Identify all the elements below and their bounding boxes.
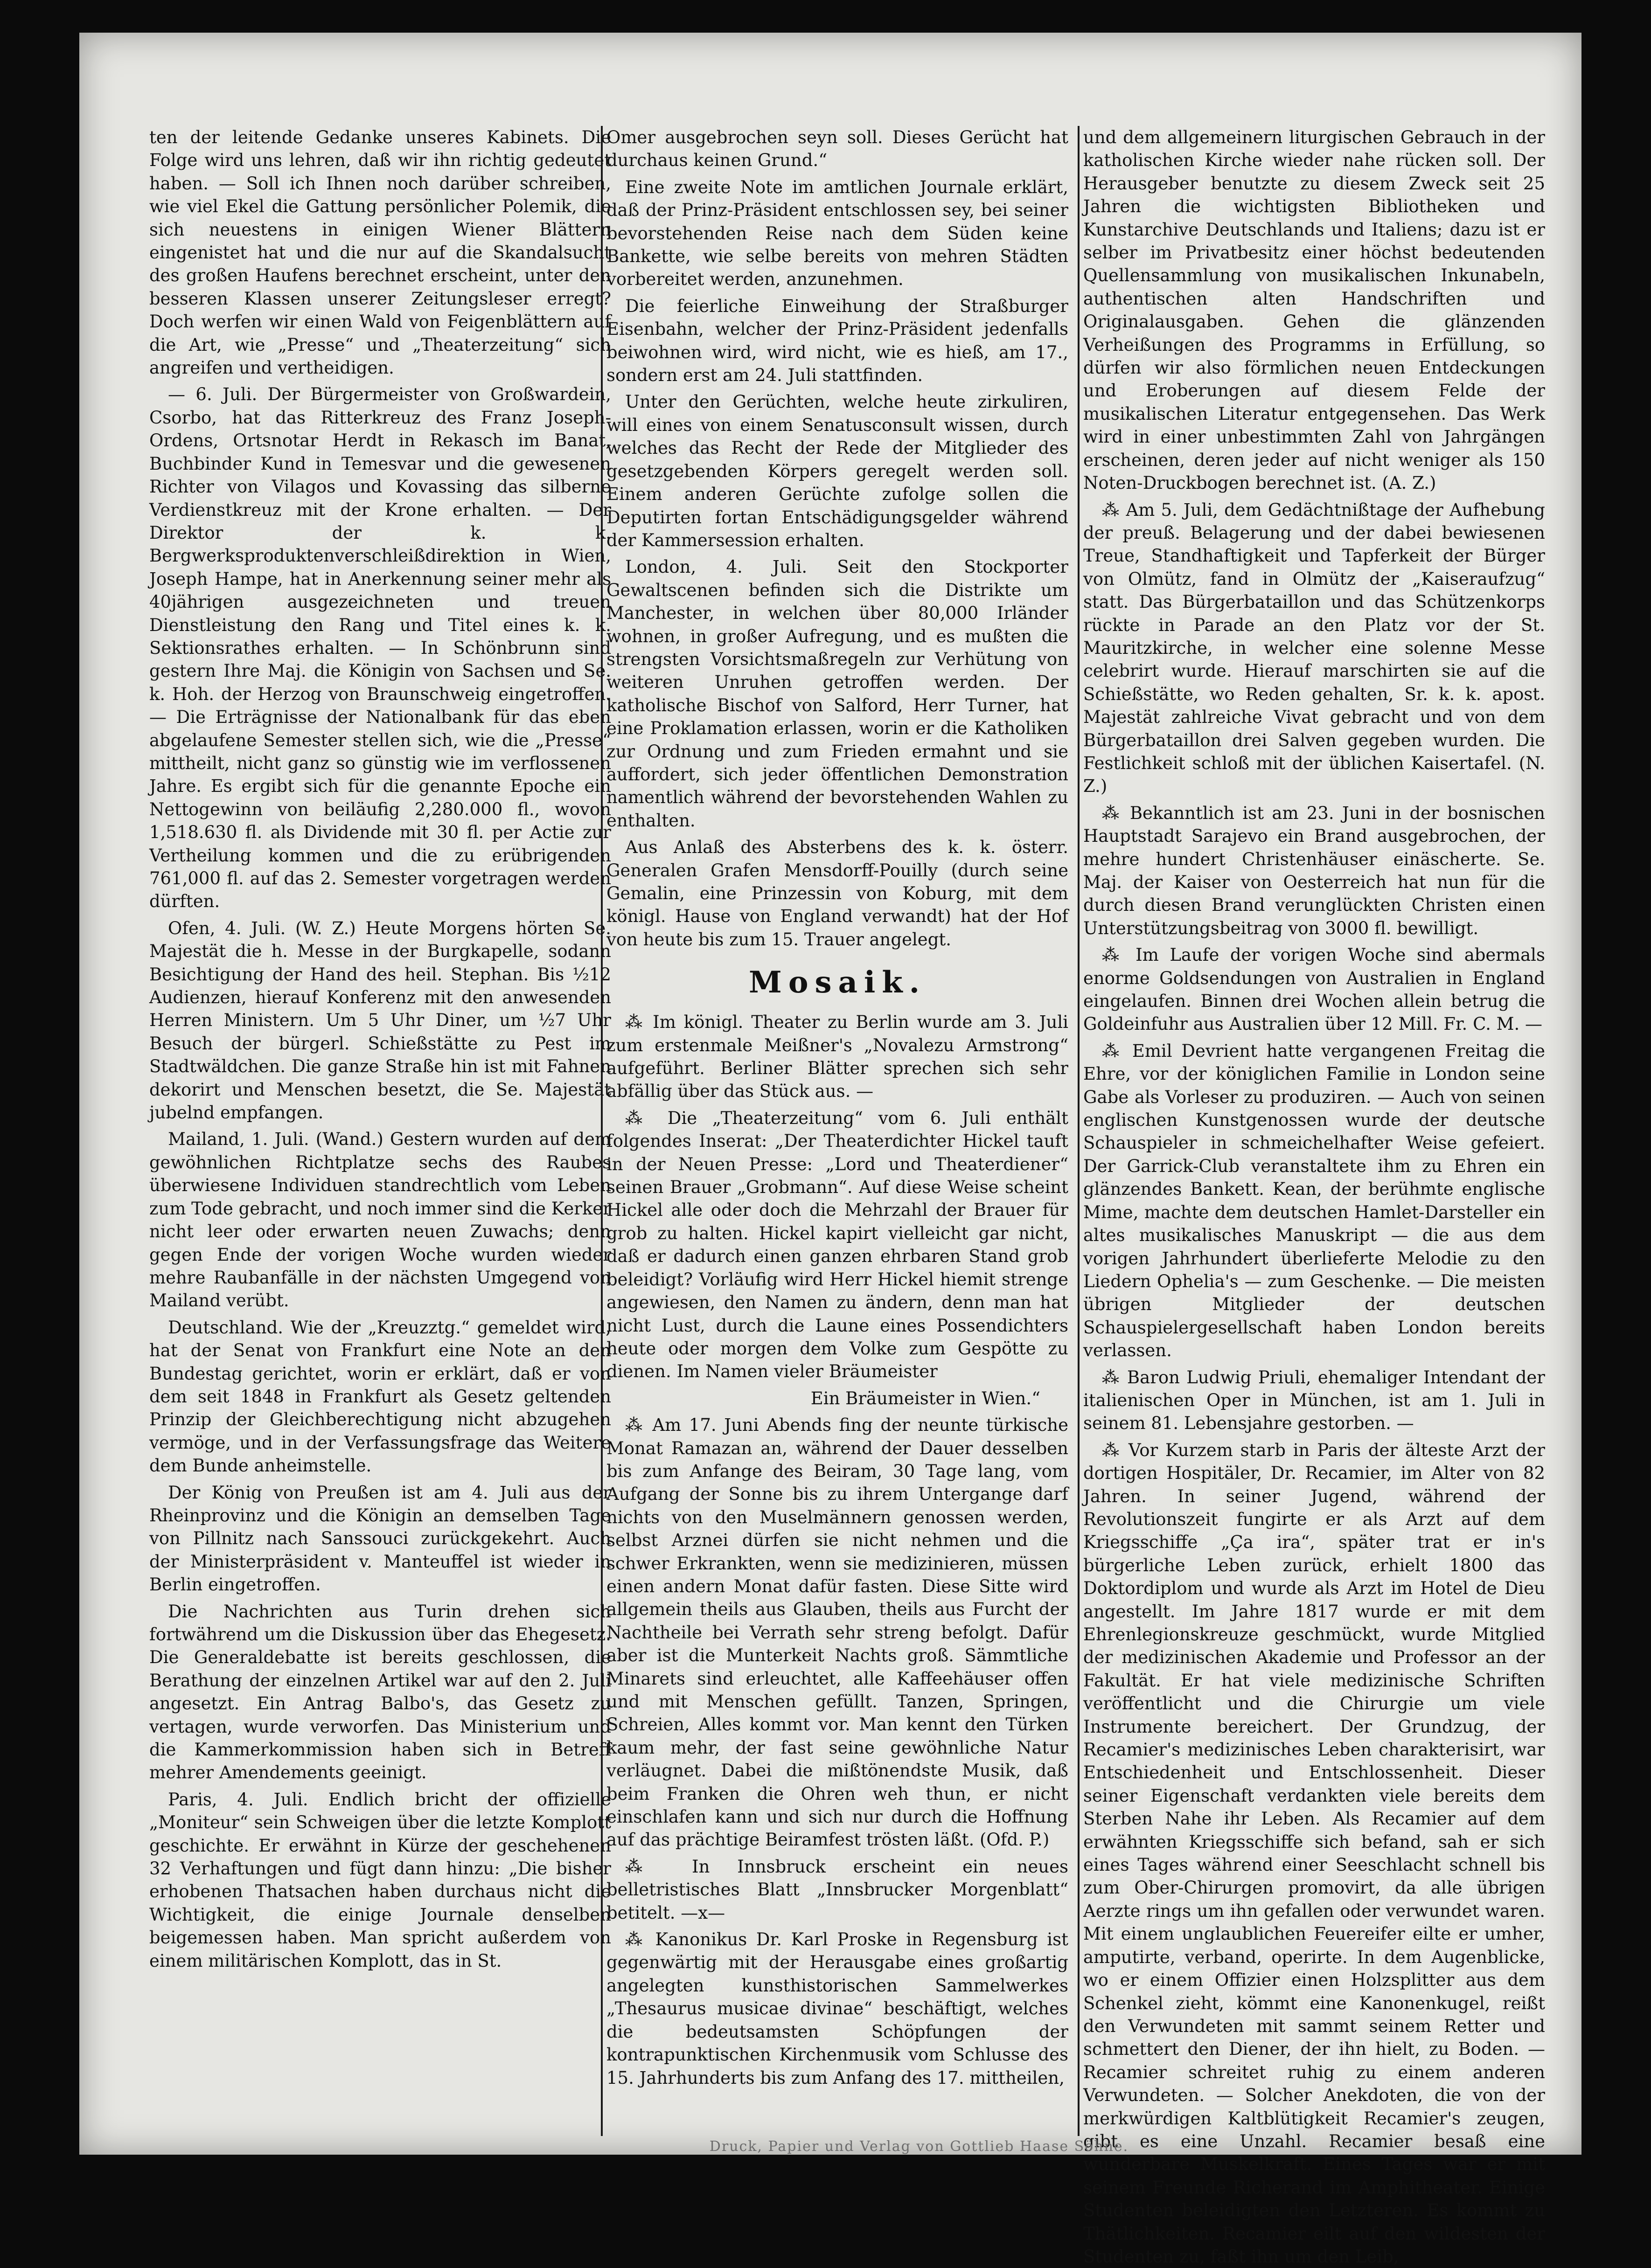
column-middle: [606, 126, 1068, 2131]
paragraph: ⁂ Im Laufe der vorigen Woche sind abermals enorme Goldsendungen von Australien in England eingelaufen. Binnen drei Wochen allein betrug die Goldeinfuhr aus Australien über 12 Mill. Fr. C. M. —: [1083, 945, 1545, 1034]
paragraph: ⁂ Im königl. Theater zu Berlin wurde am 3. Juli zum erstenmale Meißner's „Novalezu Armstrong“ aufgeführt. Berliner Blätter sprechen sich sehr abfällig über das Stück aus. —: [606, 1012, 1068, 1102]
paragraph: ⁂ Bekanntlich ist am 23. Juni in der bosnischen Hauptstadt Sarajevo ein Brand ausgebrochen, der mehre hundert Christenhäuser einäscherte. Se. Maj. der Kaiser von Oesterreich hat nun für die durch diesen Brand verunglückten Christen einen Unterstützungsbeitrag von 3000 fl. bewilligt.: [1083, 803, 1545, 938]
newspaper-page: [79, 33, 1581, 2267]
paragraph: Deutschland. Wie der „Kreuzztg.“ gemeldet wird, hat der Senat von Frankfurt eine Note an den Bundestag gerichtet, worin er erklärt, daß er von dem seit 1848 in Frankfurt als Gesetz geltenden Prinzip der Gleichberechtigung nicht abzugehen vermöge, und in der Verfassungsfrage das Weitere dem Bunde anheimstelle.: [149, 1317, 611, 1476]
imprint-line: Druck, Papier und Verlag von Gottlieb Haase Söhne.: [709, 2138, 1129, 2155]
column-rule: [1078, 126, 1080, 2136]
paragraph: Die Nachrichten aus Turin drehen sich fortwährend um die Diskussion über das Ehegesetz. Die Generaldebatte ist bereits geschlossen, die Berathung der einzelnen Artikel war auf den 2. Juli angesetzt. Ein Antrag Balbo's, das Gesetz zu vertagen, wurde verworfen. Das Ministerium und die Kammerkommission haben sich in Betreff mehrer Amendements geeinigt.: [149, 1601, 611, 1783]
paragraph: Mailand, 1. Juli. (Wand.) Gestern wurden auf dem gewöhnlichen Richtplatze sechs des Raubes überwiesene Individuen standrechtlich vom Leben zum Tode gebracht, und noch immer sind die Kerker nicht leer oder erwarten neuen Zuwachs; denn gegen Ende der vorigen Woche wurden wieder mehre Raubanfälle in der nächsten Umgegend von Mailand verübt.: [149, 1129, 611, 1311]
paragraph: ⁂ Baron Ludwig Priuli, ehemaliger Intendant der italienischen Oper in München, ist am 1. Juli in seinem 81. Lebensjahre gestorben. —: [1083, 1367, 1545, 1434]
paragraph: ⁂ Kanonikus Dr. Karl Proske in Regensburg ist gegenwärtig mit der Herausgabe eines großartig angelegten kunsthistorischen Sammelwerkes „Thesaurus musicae divinae“ beschäftigt, welches die bedeutsamsten Schöpfungen der kontrapunktischen Kirchenmusik vom Schlusse des 15. Jahrhunderts bis zum Anfang des 17. mittheilen,: [606, 1929, 1068, 2088]
paragraph: ⁂ Am 5. Juli, dem Gedächtnißtage der Aufhebung der preuß. Belagerung und der dabei bewiesenen Treue, Standhaftigkeit und Tapferkeit der Bürger von Olmütz, fand in Olmütz der „Kaiseraufzug“ statt. Das Bürgerbataillon und das Schützenkorps rückte in Parade an den Platz vor der St. Mauritzkirche, in welcher eine solenne Messe celebrirt wurde. Hierauf marschirten sie auf die Schießstätte, wo Reden gehalten, Sr. k. k. apost. Majestät zahlreiche Vivat gebracht und von dem Bürgerbataillon drei Salven gegeben wurden. Die Festlichkeit schloß mit der üblichen Kaisertafel. (N. Z.): [1083, 499, 1545, 797]
paragraph: und dem allgemeinern liturgischen Gebrauch in der katholischen Kirche wieder nahe rücken soll. Der Herausgeber benutzte zu diesem Zweck seit 25 Jahren die wichtigsten Bibliotheken und Kunstarchive Deutschlands und Italiens; dazu ist er selber im Privatbesitz einer höchst bedeutenden Quellensammlung von musikalischen Inkunabeln, authentischen alten Handschriften und Originalausgaben. Gehen die glänzenden Verheißungen des Programms in Erfüllung, so dürfen wir also förmlichen neuen Entdeckungen und Eroberungen auf diesem Felde der musikalischen Literatur entgegensehen. Das Werk wird in einer unbestimmten Zahl von Jahrgängen erscheinen, deren jeder auf nicht weniger als 150 Noten-Druckbogen berechnet ist. (A. Z.): [1083, 127, 1545, 493]
paragraph: Ofen, 4. Juli. (W. Z.) Heute Morgens hörten Se. Majestät die h. Messe in der Burgkapelle, sodann Besichtigung der Hand des heil. Stephan. Bis ½12 Audienzen, hierauf Konferenz mit den anwesenden Herren Ministern. Um 5 Uhr Diner, um ½7 Uhr Besuch der bürgerl. Schießstätte zu Pest im Stadtwäldchen. Die ganze Straße hin ist mit Fahnen dekorirt und Menschen besetzt, die Se. Majestät jubelnd empfangen.: [149, 918, 611, 1123]
signature: Ein Bräumeister in Wien.“: [810, 1388, 1040, 1408]
section-title-mosaik: Mosaik.: [749, 965, 926, 1000]
paragraph: London, 4. Juli. Seit den Stockporter Gewaltscenen befinden sich die Distrikte um Manchester, in welchen über 80,000 Irländer wohnen, in großer Aufregung, und es mußten die strengsten Vorsichtsmaßregeln zur Verhütung von weiteren Unruhen getroffen werden. Der katholische Bischof von Salford, Herr Turner, hat eine Proklamation erlassen, worin er die Katholiken zur Ordnung und zum Frieden ermahnt und sie auffordert, sich jeder öffentlichen Demonstration namentlich während der bevorstehenden Wahlen zu enthalten.: [606, 557, 1068, 831]
paragraph: ⁂ In Innsbruck erscheint ein neues belletristisches Blatt „Innsbrucker Morgenblatt“ betitelt. —x—: [606, 1856, 1068, 1923]
paragraph: Paris, 4. Juli. Endlich bricht der offizielle „Moniteur“ sein Schweigen über die letzte Komplott geschichte. Er erwähnt in Kürze der geschehenen 32 Verhaftungen und fügt dann hinzu: „Die bisher erhobenen Thatsachen haben durchaus nicht die Wichtigkeit, die einige Journale denselben beigemessen haben. Man spricht außerdem von einem militärischen Komplott, das in St.: [149, 1789, 611, 1971]
paragraph: ⁂ Die „Theaterzeitung“ vom 6. Juli enthält folgendes Inserat: „Der Theaterdichter Hickel tauft in der Neuen Presse: „Lord und Theaterdiener“ seinen Brauer „Grobmann“. Auf diese Weise scheint Hickel alle oder doch die Mehrzahl der Brauer für grob zu halten. Hickel kapirt vielleicht gar nicht, daß er dadurch einen ganzen ehrbaren Stand grob beleidigt? Vorläufig wird Herr Hickel hiemit strenge angewiesen, den Namen zu ändern, denn man hat nicht Lust, durch die Laune eines Possendichters heute oder morgen dem Volke zum Gespötte zu dienen. Im Namen vieler Bräumeister: [606, 1108, 1068, 1382]
paragraph: ⁂ Am 17. Juni Abends fing der neunte türkische Monat Ramazan an, während der Dauer desselben bis zum Anfange des Beiram, 30 Tage lang, vom Aufgang der Sonne bis zu ihrem Untergange darf nichts von den Muselmännern genossen werden, selbst Arznei dürfen sie nicht nehmen und die schwer Erkrankten, wenn sie medizinieren, müssen einen andern Monat dafür fasten. Diese Sitte wird allgemein theils aus Glauben, theils aus Furcht der Nachtheile bei Verrath sehr streng befolgt. Dafür aber ist die Munterkeit Nachts groß. Sämmtliche Minarets sind erleuchtet, alle Kaffeehäuser offen und mit Menschen gefüllt. Tanzen, Springen, Schreien, Alles kommt vor. Man kennt den Türken kaum mehr, der fast seine gewöhnliche Natur verläugnet. Dabei die mißtönendste Musik, daß beim Franken die Ohren weh thun, er nicht einschlafen kann und sich nur durch die Hoffnung auf das prächtige Beiramfest trösten läßt. (Ofd. P.): [606, 1415, 1068, 1850]
paragraph: Der König von Preußen ist am 4. Juli aus der Rheinprovinz und die Königin an demselben Tage von Pillnitz nach Sanssouci zurückgekehrt. Auch der Ministerpräsident v. Manteuffel ist wieder in Berlin eingetroffen.: [149, 1482, 611, 1595]
paragraph: Unter den Gerüchten, welche heute zirkuliren, will eines von einem Senatusconsult wissen, durch welches das Recht der Rede der Mitglieder des gesetzgebenden Körpers geregelt werden soll. Einem anderen Gerüchte zufolge sollen die Deputirten fortan Entschädigungsgelder während der Kammersession erhalten.: [606, 392, 1068, 550]
paragraph: Die feierliche Einweihung der Straßburger Eisenbahn, welcher der Prinz-Präsident jedenfalls beiwohnen wird, wird nicht, wie es hieß, am 17., sondern erst am 24. Juli stattfinden.: [606, 296, 1068, 386]
column-right: [1083, 126, 1545, 2267]
paragraph: Aus Anlaß des Absterbens des k. k. österr. Generalen Grafen Mensdorff-Pouilly (durch seine Gemalin, eine Prinzessin von Koburg, mit dem königl. Hause von England verwandt) hat der Hof von heute bis zum 15. Trauer angelegt.: [606, 837, 1068, 950]
column-left: [149, 126, 611, 2131]
paragraph: Omer ausgebrochen seyn soll. Dieses Gerücht hat durchaus keinen Grund.“: [606, 127, 1068, 171]
paragraph: ⁂ Emil Devrient hatte vergangenen Freitag die Ehre, vor der königlichen Familie in London seine Gabe als Vorleser zu produziren. — Auch von seinen englischen Kunstgenossen wurde der deutsche Schauspieler in schmeichelhafter Weise gefeiert. Der Garrick-Club veranstaltete ihm zu Ehren ein glänzendes Bankett. Kean, der berühmte englische Mime, machte dem deutschen Hamlet-Darsteller ein altes musikalisches Manuskript — die aus dem vorigen Jahrhundert überlieferte Melodie zu den Liedern Ophelia's — zum Geschenke. — Die meisten übrigen Mitglieder der deutschen Schauspielergesellschaft haben London bereits verlassen.: [1083, 1040, 1545, 1361]
paragraph: ⁂ Vor Kurzem starb in Paris der älteste Arzt der dortigen Hospitäler, Dr. Recamier, im Alter von 82 Jahren. In seiner Jugend, während der Revolutionszeit fungirte er als Arzt auf dem Kriegsschiffe „Ça ira“, später trat er in's bürgerliche Leben zurück, erhielt 1800 das Doktordiplom und wurde als Arzt im Hotel de Dieu angestellt. Im Jahre 1817 wurde er mit dem Ehrenlegionskreuze geschmückt, wurde Mitglied der medizinischen Akademie und Professor an der Fakultät. Er hat viele medizinische Schriften veröffentlicht und die Chirurgie um viele Instrumente bereichert. Der Grundzug, der Recamier's medizinisches Leben charakterisirt, war Entschiedenheit und Entschlossenheit. Dieser seiner Eigenschaft verdankten viele bereits dem Sterben Nahe ihr Leben. Als Recamier auf dem erwähnten Kriegsschiffe sich befand, sah er sich eines Tages während einer Seeschlacht schnell bis zum Ober-Chirurgen promovirt, da alle übrigen Aerzte rings um ihn gefallen oder verwundet waren. Mit einem unglaublichen Feuereifer eilte er umher, amputirte, verband, operirte. In dem Augenblicke, wo er einem Offizier einen Holzsplitter aus dem Schenkel zieht, kömmt eine Kanonenkugel, reißt den Verwundeten mit sammt seinem Retter und schmettert den Diener, der ihn hielt, zu Boden. — Recamier schreitet ruhig zu einem anderen Verwundeten. — Solcher Anekdoten, die von der merkwürdigen Kaltblütigkeit Recamier's zeugen, gibt es eine Unzahl. Recamier besaß eine wunderbare Muskelkraft. Eines Tages war er mit seinem Freunde Richerand im Amphitheater. Einige Studenten beleidigten den Letzteren. Es kommt zu Thätlichkeiten. Recamier eilt auf den wildesten der Studenten zu, faßt ihn um den Leib,: [1083, 1440, 1545, 2267]
paragraph: Eine zweite Note im amtlichen Journale erklärt, daß der Prinz-Präsident entschlossen sey, bei seiner bevorstehenden Reise nach dem Süden keine Bankette, wie selbe bereits von mehren Städten vorbereitet werden, anzunehmen.: [606, 177, 1068, 290]
paragraph: — 6. Juli. Der Bürgermeister von Großwardein, Csorbo, hat das Ritterkreuz des Franz Joseph-Ordens, Ortsnotar Herdt in Rekasch im Banat, Buchbinder Kund in Temesvar und die gewesenen Richter von Vilagos und Kovassing das silberne Verdienstkreuz mit der Krone erhalten. — Der Direktor der k. k. Bergwerksproduktenverschleißdirektion in Wien, Joseph Hampe, hat in Anerkennung seiner mehr als 40jährigen ausgezeichneten und treuen Dienstleistung den Rang und Titel eines k. k. Sektionsrathes erhalten. — In Schönbrunn sind gestern Ihre Maj. die Königin von Sachsen und Se. k. Hoh. der Herzog von Braunschweig eingetroffen. — Die Erträgnisse der Nationalbank für das eben abgelaufene Semester stellen sich, wie die „Presse“ mittheilt, nicht ganz so günstig wie im verflossenen Jahre. Es ergibt sich für die genannte Epoche ein Nettogewinn von beiläufig 2,280.000 fl., wovon 1,518.630 fl. als Dividende mit 30 fl. per Actie zur Vertheilung kommen und die zu erübrigenden 761,000 fl. auf das 2. Semester vorgetragen werden dürften.: [149, 384, 611, 912]
paragraph: ten der leitende Gedanke unseres Kabinets. Die Folge wird uns lehren, daß wir ihn richtig gedeutet haben. — Soll ich Ihnen noch darüber schreiben, wie viel Ekel die Gattung persönlicher Polemik, die sich neuestens in einigen Wiener Blättern eingenistet hat und die nur auf die Skandalsucht des großen Haufens berechnet erscheint, unter den besseren Klassen unserer Zeitungsleser erregt? Doch werfen wir einen Wald von Feigenblättern auf die Art, wie „Presse“ und „Theaterzeitung“ sich angreifen und vertheidigen.: [149, 127, 611, 378]
